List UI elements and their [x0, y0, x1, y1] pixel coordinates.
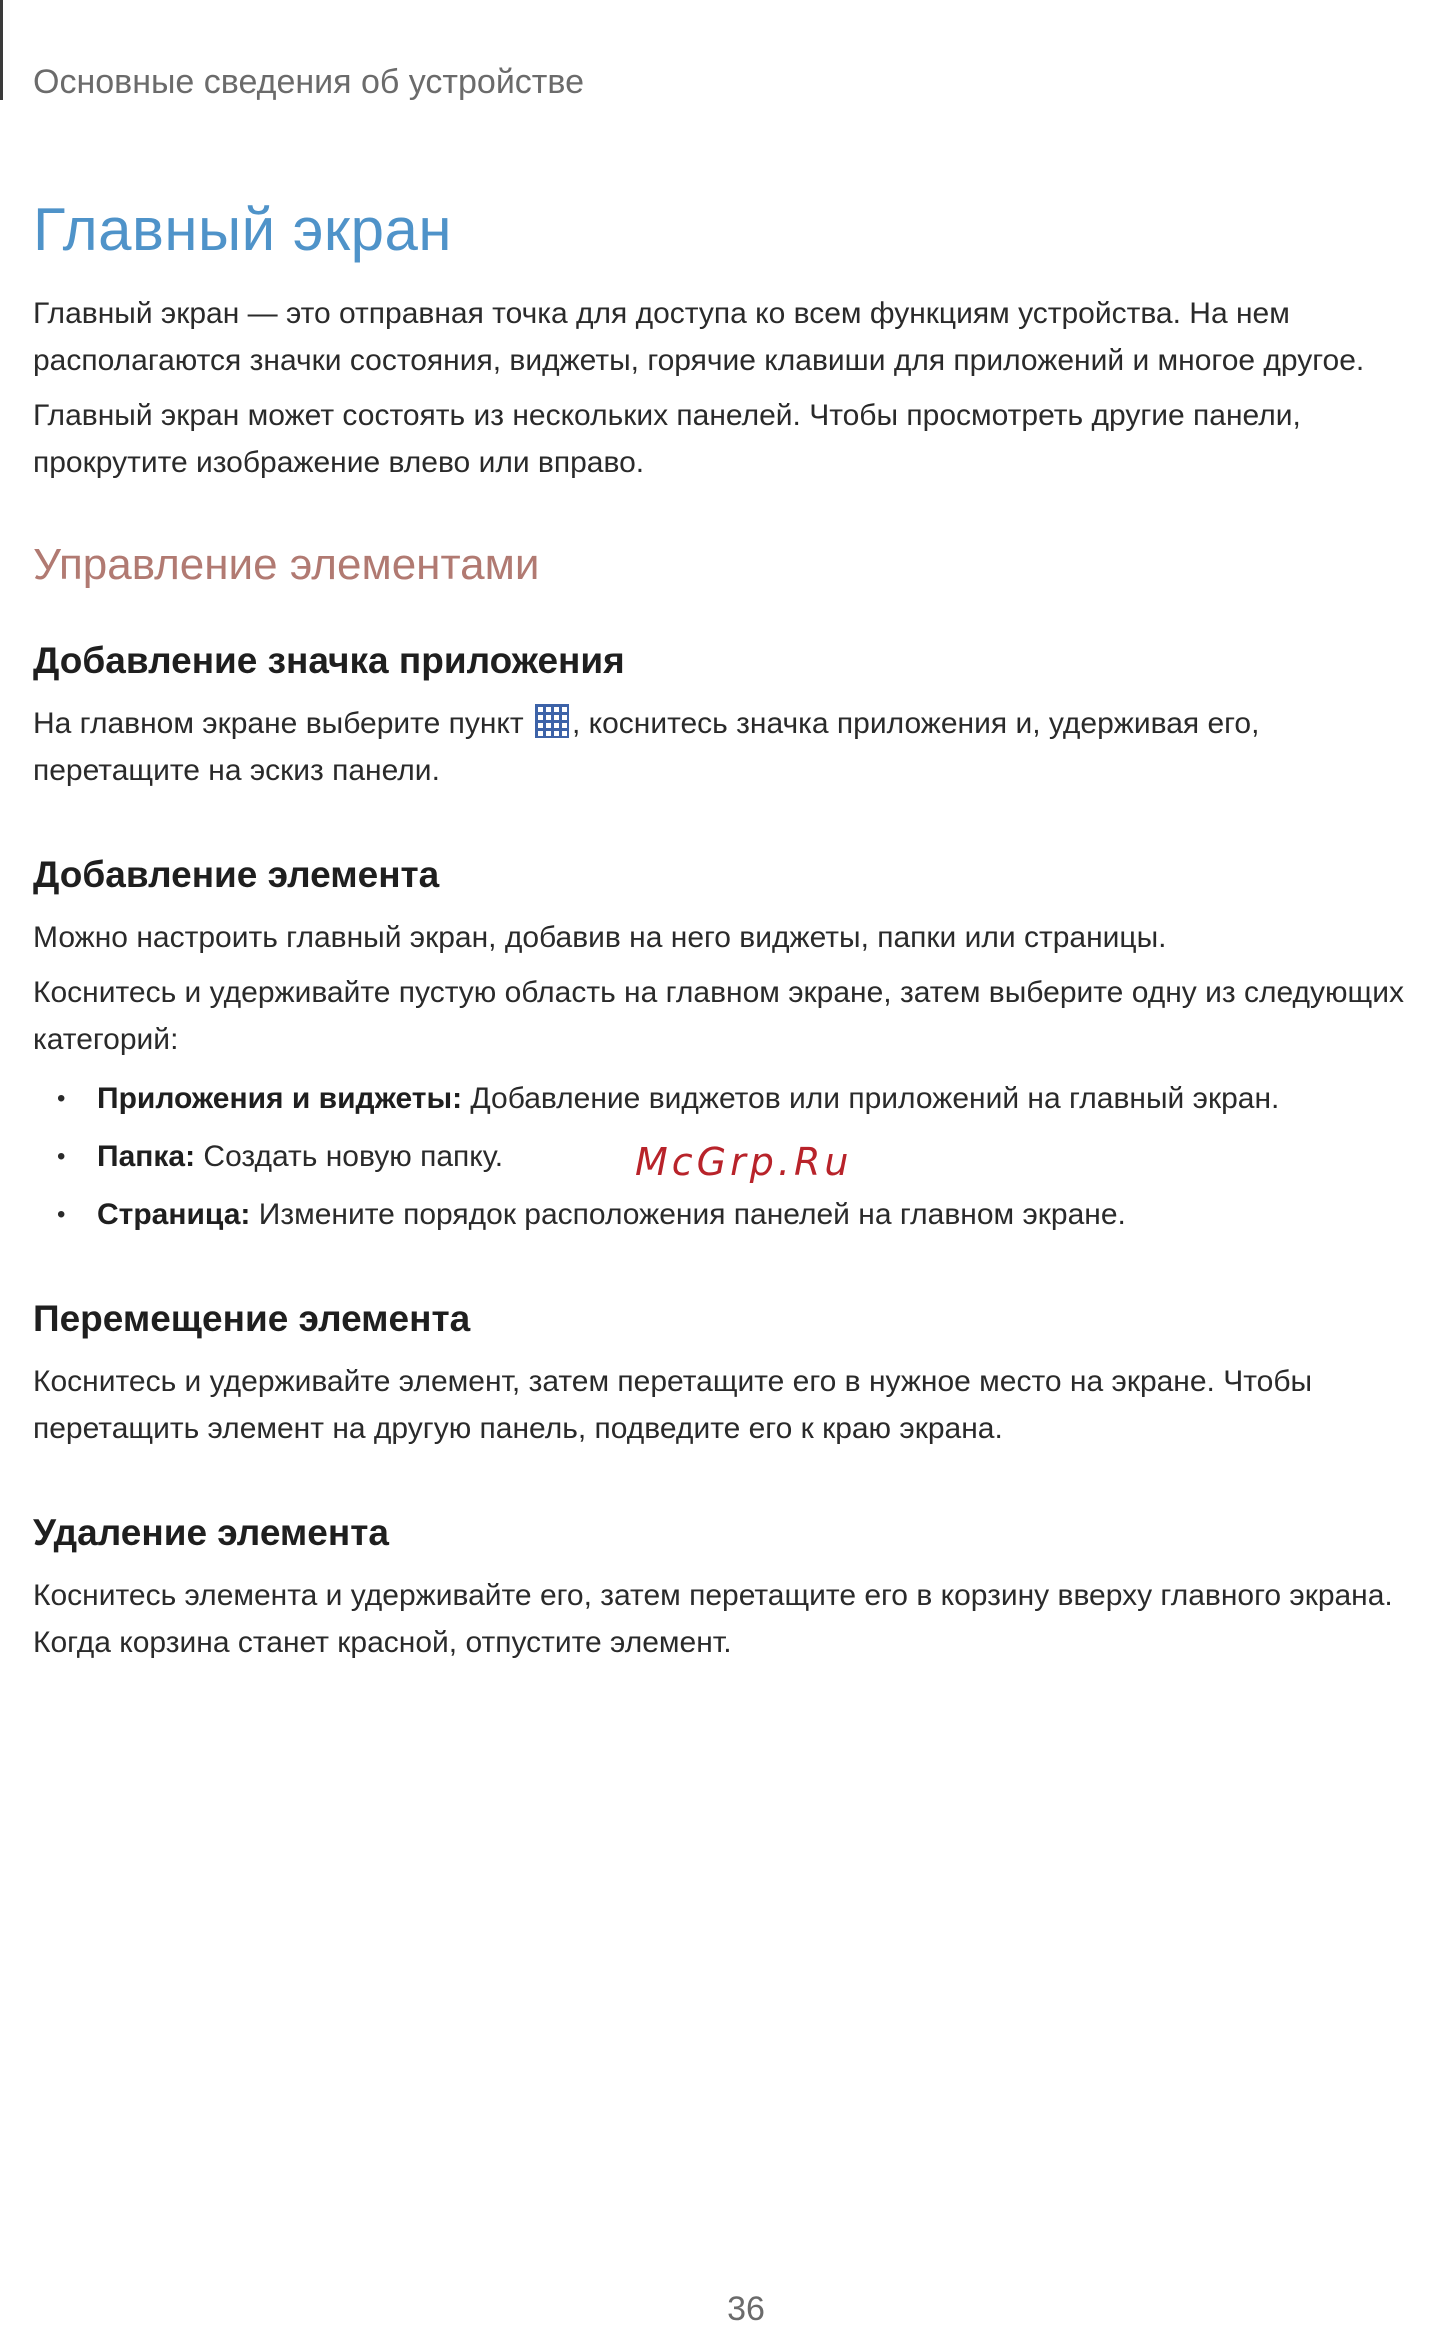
- subsection-add-app-icon: [33, 640, 1433, 794]
- move-item-paragraph: Коснитесь и удерживайте элемент, затем перетащите его в нужное место на экране. Чтобы перетащить элемент на другую панель, подведите его к краю экрана.: [33, 1365, 1313, 1445]
- subsection-heading: Добавление значка приложения: [33, 640, 625, 681]
- subsection-move-item: [33, 1298, 1433, 1452]
- text-before-icon: На главном экране выберите пункт: [33, 707, 532, 740]
- page-title: Главный экран: [33, 196, 453, 263]
- list-item: [33, 1075, 1433, 1122]
- intro-paragraph-1: Главный экран — это отправная точка для доступа ко всем функциям устройства. На нем располагаются значки состояния, виджеты, горячие клавиши для приложений и многое другое.: [33, 297, 1365, 377]
- list-item-term: Приложения и виджеты:: [97, 1082, 463, 1115]
- add-item-paragraph-1: Можно настроить главный экран, добавив на него виджеты, папки или страницы.: [33, 921, 1167, 954]
- watermark: McGrp.Ru: [635, 1140, 853, 1184]
- delete-item-paragraph: Коснитесь элемента и удерживайте его, затем перетащите его в корзину вверху главного экрана. Когда корзина станет красной, отпустите элемент.: [33, 1579, 1393, 1659]
- margin-bar: [0, 0, 3, 100]
- text-after-icon: , коснитесь значка приложения и, удерживая его, перетащите на эскиз панели.: [33, 707, 1260, 787]
- page-content: [33, 195, 1433, 1726]
- add-app-icon-paragraph: [33, 700, 1433, 794]
- page-number: 36: [727, 2290, 765, 2328]
- list-item-desc: Создать новую папку.: [195, 1140, 504, 1173]
- add-item-paragraph-2: Коснитесь и удерживайте пустую область на главном экране, затем выберите одну из следующих категорий:: [33, 976, 1404, 1056]
- list-item-term: Страница:: [97, 1198, 251, 1231]
- bullet-icon: •: [57, 1201, 66, 1228]
- subsection-heading: Добавление элемента: [33, 854, 440, 895]
- subsection-heading: Удаление элемента: [33, 1512, 389, 1553]
- list-item-desc: Измените порядок расположения панелей на главном экране.: [250, 1198, 1126, 1231]
- bullet-icon: •: [57, 1085, 66, 1112]
- list-item-desc: Добавление виджетов или приложений на главный экран.: [462, 1082, 1280, 1115]
- running-header: Основные сведения об устройстве: [33, 63, 584, 101]
- list-item: [33, 1191, 1433, 1238]
- subsection-heading: Перемещение элемента: [33, 1298, 471, 1339]
- bullet-icon: •: [57, 1143, 66, 1170]
- section-title: Управление элементами: [33, 540, 540, 589]
- intro-paragraph-2: Главный экран может состоять из нескольких панелей. Чтобы просмотреть другие панели, прокрутите изображение влево или вправо.: [33, 399, 1301, 479]
- apps-grid-icon: [534, 703, 570, 739]
- subsection-delete-item: [33, 1512, 1433, 1666]
- list-item-term: Папка:: [97, 1140, 196, 1173]
